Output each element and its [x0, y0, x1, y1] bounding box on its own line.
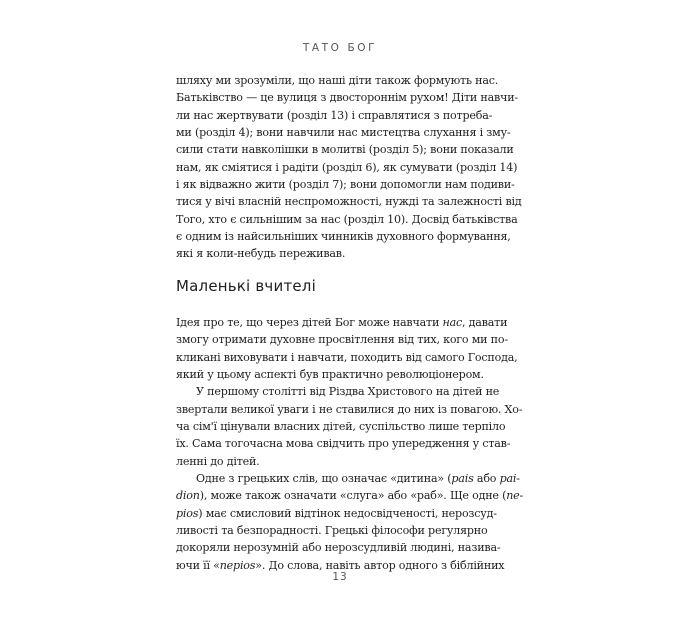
- page-number: 13: [332, 571, 348, 583]
- italic-term: nepios: [219, 558, 256, 572]
- text-run: тися у вічі власній неспроможності, нужді та залежності від: [176, 195, 522, 209]
- text-run: змогу отримати духовне просвітлення від тих, кого ми по-: [176, 333, 508, 347]
- italic-term: pais: [451, 472, 474, 486]
- text-run: ючи її «: [176, 558, 220, 572]
- text-run: ча сім'ї цінували власних дітей, суспільство лише терпіло: [176, 420, 506, 434]
- text-line: [176, 487, 524, 504]
- text-run: які я коли-небудь переживав.: [176, 247, 346, 261]
- italic-term: pios: [176, 506, 199, 520]
- text-run: звертали великої уваги і не ставилися до них із повагою. Хо-: [176, 402, 523, 416]
- text-line: [176, 211, 518, 228]
- text-run: сили стати навколішки в молитві (розділ 5); вони показали: [176, 143, 514, 157]
- section-body: [176, 314, 524, 574]
- text-run: і як відважно жити (розділ 7); вони допомогли нам подиви-: [176, 178, 515, 192]
- text-line: [176, 383, 500, 400]
- text-line: [176, 539, 501, 556]
- text-run: ливості та безпорадності. Грецькі філософи регулярно: [176, 524, 488, 538]
- section-heading: Маленькі вчителі: [176, 277, 316, 295]
- text-run: Батьківство — це вулиця з двостороннім рухом! Діти навчи-: [176, 91, 518, 105]
- text-line: [176, 89, 518, 106]
- text-run: У першому столітті від Різдва Христового на дітей не: [196, 385, 500, 399]
- text-run: кликані виховувати і навчати, походить від самого Господа,: [176, 350, 518, 364]
- text-run: ми (розділ 4); вони навчили нас мистецтва слухання і зму-: [176, 126, 511, 140]
- paragraph-3: [176, 383, 523, 470]
- text-line: [176, 505, 497, 522]
- text-run: ), може також означати «слуга» або «раб». Ще одне (: [199, 489, 507, 503]
- text-run: ) має смисловий відтінок недосвідченості, нерозсуд-: [198, 506, 497, 520]
- text-line: [176, 331, 508, 348]
- text-line: [176, 401, 523, 418]
- text-line: [176, 141, 514, 158]
- text-line: [176, 314, 508, 331]
- text-run: є одним із найсильніших чинників духовного формування,: [176, 230, 511, 244]
- text-line: [176, 159, 518, 176]
- text-line: [176, 107, 493, 124]
- text-run: Того, хто є сильнішим за нас (розділ 10). Досвід батьківства: [176, 212, 518, 226]
- text-line: [176, 435, 511, 452]
- text-line: [176, 124, 511, 141]
- text-line: [176, 366, 485, 383]
- text-line: [176, 349, 518, 366]
- running-head: ТАТО БОГ: [302, 42, 378, 54]
- text-run: ли нас жертвувати (розділ 13) і справлятися з потреба-: [176, 108, 493, 122]
- text-run: шляху ми зрозуміли, що наші діти також формують нас.: [176, 74, 499, 87]
- text-line: [176, 228, 511, 245]
- text-run: нам, як сміятися і радіти (розділ 6), як сумувати (розділ 14): [176, 160, 518, 174]
- italic-term: dion: [176, 489, 200, 503]
- text-run: докоряли нерозумній або нерозсудливій людині, назива-: [176, 541, 501, 555]
- italic-term: pai-: [499, 472, 520, 486]
- text-line: [176, 72, 499, 89]
- text-run: або: [473, 472, 500, 486]
- paragraph-4: [176, 470, 524, 574]
- text-run: , давати: [462, 316, 508, 329]
- paragraph-2: [176, 314, 518, 383]
- italic-term: ne-: [506, 489, 524, 503]
- italic-term: нас: [442, 316, 463, 329]
- text-line: [176, 418, 506, 435]
- paragraph-1: [176, 72, 522, 263]
- text-line: [176, 453, 485, 470]
- text-run: ». До слова, навіть автор одного з біблійних: [255, 558, 505, 572]
- text-run: який у цьому аспекті був практично революціонером.: [176, 368, 484, 382]
- text-line: [176, 176, 515, 193]
- text-run: Одне з грецьких слів, що означає «дитина» (: [196, 472, 452, 486]
- text-line: [176, 193, 522, 210]
- text-line: [176, 470, 520, 487]
- text-line: [176, 522, 488, 539]
- text-line: [176, 245, 485, 262]
- text-run: їх. Сама тогочасна мова свідчить про упередження у став-: [176, 437, 511, 451]
- text-run: ленні до дітей.: [176, 454, 260, 468]
- text-run: Ідея про те, що через дітей Бог може навчати: [176, 316, 443, 329]
